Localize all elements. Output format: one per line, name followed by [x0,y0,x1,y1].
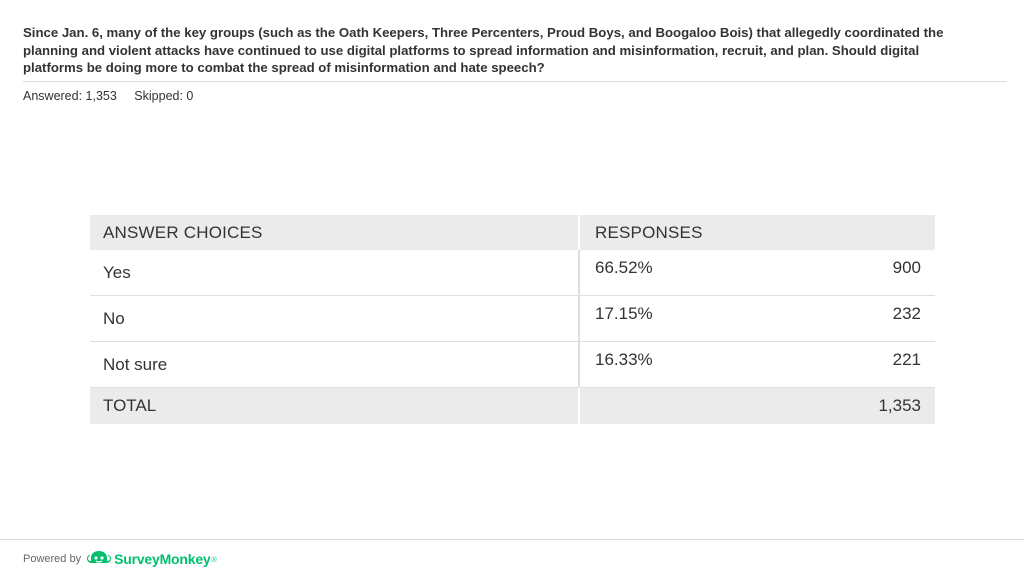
surveymonkey-logo-link[interactable] [87,549,217,568]
row-count: 232 [892,303,921,323]
total-response [579,388,935,425]
question-text: Since Jan. 6, many of the key groups (such as the Oath Keepers, Three Percenters, Proud Boys, and Boogaloo Bois) that allegedly coordinated the planning and violent attacks have continued to use digital platforms to spread information and misinformation, recruit, and plan. Should digital platforms be doing more to combat the spread of misinformation and hate speech? [23,25,944,75]
row-percent: 17.15% [595,303,653,323]
surveymonkey-brand-name: SurveyMonkey [114,550,211,567]
row-choice: No [90,296,579,342]
header-divider [23,81,1007,82]
total-label: TOTAL [90,388,579,425]
row-percent: 66.52% [595,257,653,277]
row-choice: Yes [90,250,579,296]
table-row [90,296,935,342]
powered-by-label: Powered by [23,552,82,565]
footer [23,549,217,568]
row-response [579,296,935,342]
response-stats [23,89,207,103]
total-row [90,388,935,425]
skipped-count: Skipped: 0 [134,89,194,103]
total-count: 1,353 [878,396,921,415]
row-response [579,342,935,388]
row-percent: 16.33% [595,349,653,369]
table-row [90,250,935,296]
table-row [90,342,935,388]
row-response [579,250,935,296]
results-table [90,215,935,424]
row-count: 221 [892,349,921,369]
table-header-row [90,215,935,250]
footer-divider [0,539,1024,540]
answered-count: Answered: 1,353 [23,89,117,103]
row-count: 900 [892,257,921,277]
header-responses: RESPONSES [579,215,935,250]
row-choice: Not sure [90,342,579,388]
header-answer-choices: ANSWER CHOICES [90,215,579,250]
surveymonkey-logo-icon [87,549,111,568]
trademark-mark: ® [211,557,217,564]
